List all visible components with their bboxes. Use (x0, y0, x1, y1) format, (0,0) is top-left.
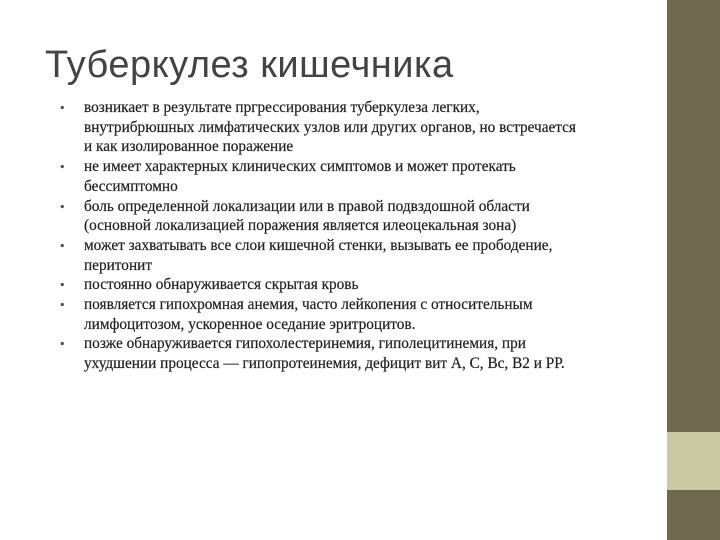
bullet-dot-icon: • (60, 297, 65, 313)
sidebar-accent-block (667, 432, 720, 490)
bullet-list (58, 98, 578, 374)
bullet-text: боль определенной локализации или в правой подвздошной области (основной локализацией поражения является илеоцекальная зона) (84, 197, 530, 235)
bullet-text: может захватывать все слои кишечной стенки, вызывать ее прободение, перитонит (84, 236, 553, 274)
bullet-text: появляется гипохромная анемия, часто лейкопения с относительным лимфоцитозом, ускоренное оседание эритроцитов. (84, 296, 533, 333)
bullet-item (58, 157, 578, 196)
bullet-text: постоянно обнаруживается скрытая кровь (84, 276, 359, 294)
bullet-item (58, 236, 578, 275)
bullet-dot-icon: • (60, 198, 65, 214)
bullet-item (58, 295, 578, 334)
bullet-text: позже обнаруживается гипохолестеринемия, гиполецитинемия, при ухудшении процесса — гипопротеинемия, дефицит вит А, С, Вс, В2 и РР. (84, 335, 565, 373)
slide-title: Туберкулез кишечника (45, 44, 454, 86)
bullet-text: не имеет характерных клинических симптомов и может протекать бессимптомно (84, 158, 516, 195)
bullet-dot-icon: • (60, 237, 65, 253)
bullet-item (58, 197, 578, 236)
bullet-dot-icon: • (60, 159, 65, 175)
bullet-dot-icon: • (60, 336, 65, 352)
bullet-dot-icon: • (60, 277, 65, 293)
bullet-item (58, 275, 578, 295)
bullet-item (58, 98, 578, 157)
bullet-item (58, 334, 578, 373)
bullet-text: возникает в результате пргрессирования туберкулеза легких, внутрибрюшных лимфатических узлов или других органов, но встречается и как изолированное поражение (84, 99, 576, 156)
bullet-dot-icon: • (60, 100, 65, 115)
